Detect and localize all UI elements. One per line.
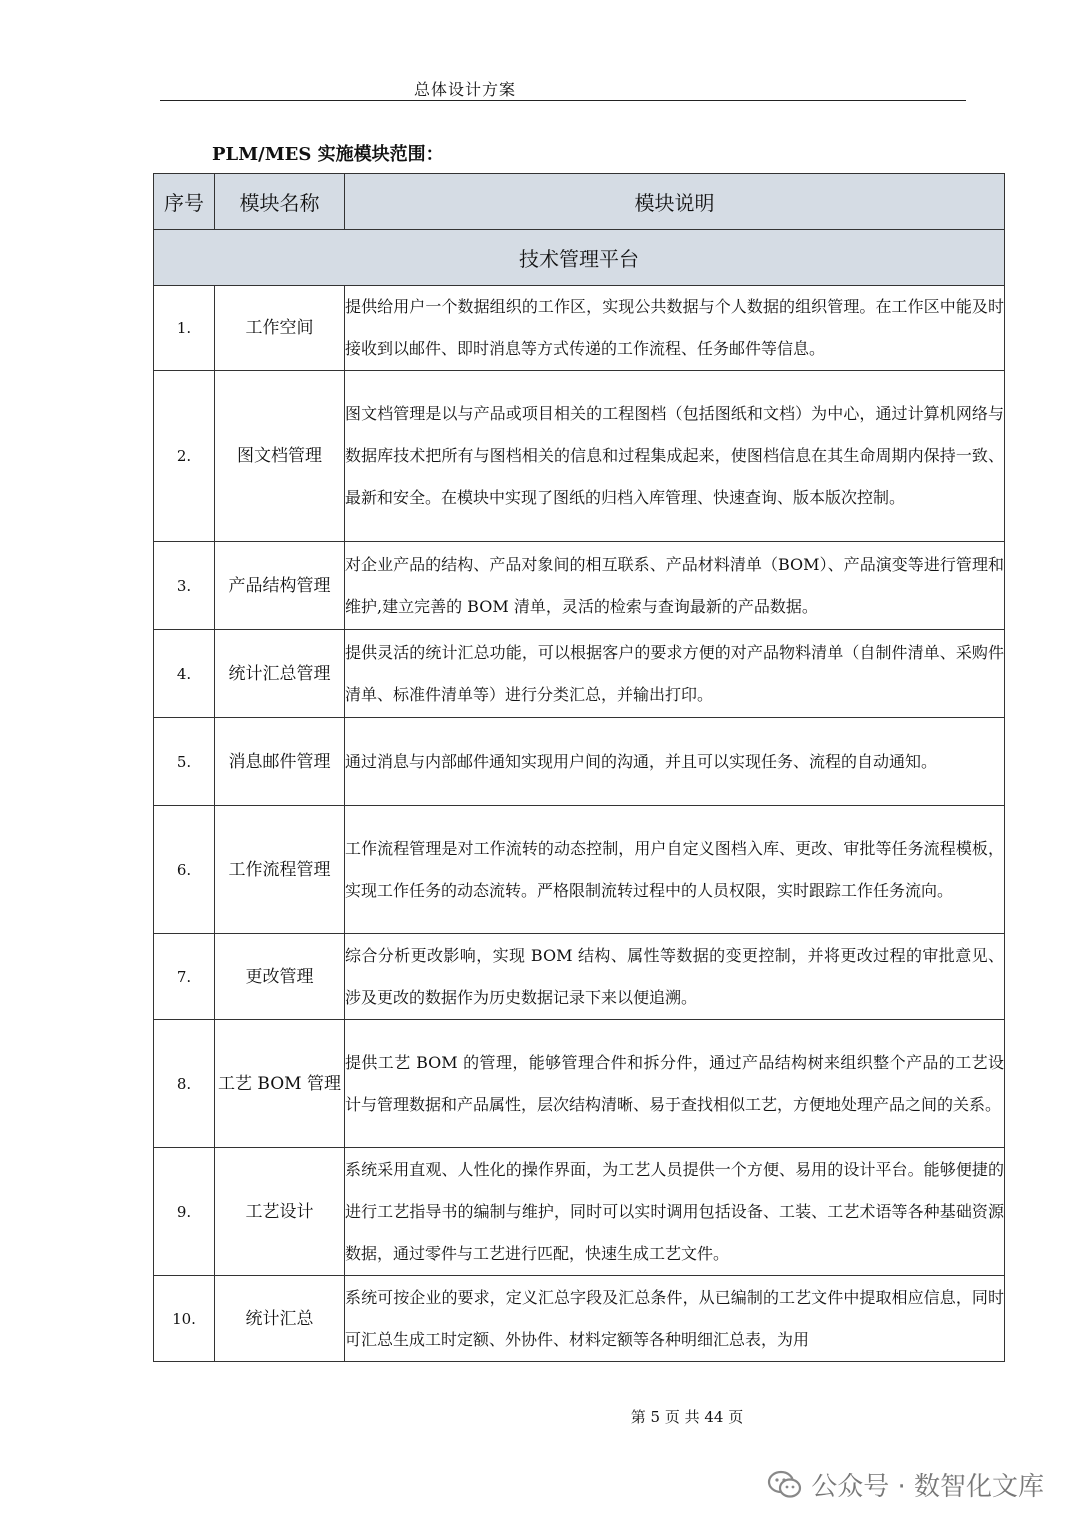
module-number: 5. bbox=[154, 718, 215, 806]
table-row bbox=[154, 1020, 1005, 1148]
table-header-row bbox=[154, 174, 1005, 230]
module-name: 产品结构管理 bbox=[215, 542, 345, 630]
table-row bbox=[154, 542, 1005, 630]
module-number: 9. bbox=[154, 1148, 215, 1276]
module-description: 系统可按企业的要求，定义汇总字段及汇总条件，从已编制的工艺文件中提取相应信息，同时可汇总生成工时定额、外协件、材料定额等各种明细汇总表，为用 bbox=[345, 1276, 1005, 1362]
module-description: 通过消息与内部邮件通知实现用户间的沟通，并且可以实现任务、流程的自动通知。 bbox=[345, 718, 1005, 806]
table-row bbox=[154, 630, 1005, 718]
module-name: 工作流程管理 bbox=[215, 806, 345, 934]
table-row bbox=[154, 371, 1005, 542]
document-header-title: 总体设计方案 bbox=[413, 80, 516, 99]
module-description: 对企业产品的结构、产品对象间的相互联系、产品材料清单（BOM）、产品演变等进行管理和维护,建立完善的 BOM 清单，灵活的检索与查询最新的产品数据。 bbox=[345, 542, 1005, 630]
table-row bbox=[154, 1148, 1005, 1276]
module-description: 工作流程管理是对工作流转的动态控制，用户自定义图档入库、更改、审批等任务流程模板，实现工作任务的动态流转。严格限制流转过程中的人员权限，实时跟踪工作任务流向。 bbox=[345, 806, 1005, 934]
module-name: 工艺设计 bbox=[215, 1148, 345, 1276]
module-number: 4. bbox=[154, 630, 215, 718]
table-group-row bbox=[154, 230, 1005, 286]
watermark bbox=[767, 1466, 1044, 1503]
module-name: 统计汇总管理 bbox=[215, 630, 345, 718]
module-name: 统计汇总 bbox=[215, 1276, 345, 1362]
module-description: 提供工艺 BOM 的管理，能够管理合件和拆分件，通过产品结构树来组织整个产品的工艺设计与管理数据和产品属性，层次结构清晰、易于查找相似工艺，方便地处理产品之间的关系。 bbox=[345, 1020, 1005, 1148]
module-description: 系统采用直观、人性化的操作界面，为工艺人员提供一个方便、易用的设计平台。能够便捷的进行工艺指导书的编制与维护，同时可以实时调用包括设备、工装、工艺术语等各种基础资源数据，通过零件与工艺进行匹配，快速生成工艺文件。 bbox=[345, 1148, 1005, 1276]
module-number: 3. bbox=[154, 542, 215, 630]
module-number: 6. bbox=[154, 806, 215, 934]
module-name: 工作空间 bbox=[215, 286, 345, 371]
section-title: PLM/MES 实施模块范围： bbox=[212, 144, 444, 165]
module-name: 更改管理 bbox=[215, 934, 345, 1020]
page-footer: 第 5 页 共 44 页 bbox=[630, 1408, 744, 1426]
module-number: 10. bbox=[154, 1276, 215, 1362]
watermark-text: 公众号 · 数智化文库 bbox=[811, 1472, 1044, 1502]
column-header-module-name: 模块名称 bbox=[215, 174, 345, 230]
module-number: 1. bbox=[154, 286, 215, 371]
module-name: 图文档管理 bbox=[215, 371, 345, 542]
table-row bbox=[154, 934, 1005, 1020]
header-divider bbox=[160, 100, 966, 101]
module-name: 工艺 BOM 管理 bbox=[215, 1020, 345, 1148]
group-title: 技术管理平台 bbox=[154, 230, 1005, 286]
module-description: 综合分析更改影响，实现 BOM 结构、属性等数据的变更控制，并将更改过程的审批意见、涉及更改的数据作为历史数据记录下来以便追溯。 bbox=[345, 934, 1005, 1020]
table-row bbox=[154, 286, 1005, 371]
column-header-number: 序号 bbox=[154, 174, 215, 230]
column-header-description: 模块说明 bbox=[345, 174, 1005, 230]
wechat-icon bbox=[767, 1469, 803, 1501]
module-number: 7. bbox=[154, 934, 215, 1020]
module-number: 2. bbox=[154, 371, 215, 542]
module-description: 图文档管理是以与产品或项目相关的工程图档（包括图纸和文档）为中心，通过计算机网络与数据库技术把所有与图档相关的信息和过程集成起来，使图档信息在其生命周期内保持一致、最新和安全。在模块中实现了图纸的归档入库管理、快速查询、版本版次控制。 bbox=[345, 371, 1005, 542]
module-description: 提供给用户一个数据组织的工作区，实现公共数据与个人数据的组织管理。在工作区中能及时接收到以邮件、即时消息等方式传递的工作流程、任务邮件等信息。 bbox=[345, 286, 1005, 371]
table-row bbox=[154, 718, 1005, 806]
table-row bbox=[154, 1276, 1005, 1362]
module-description: 提供灵活的统计汇总功能，可以根据客户的要求方便的对产品物料清单（自制件清单、采购件清单、标准件清单等）进行分类汇总，并输出打印。 bbox=[345, 630, 1005, 718]
module-table bbox=[153, 173, 1005, 1362]
table-row bbox=[154, 806, 1005, 934]
module-number: 8. bbox=[154, 1020, 215, 1148]
module-name: 消息邮件管理 bbox=[215, 718, 345, 806]
